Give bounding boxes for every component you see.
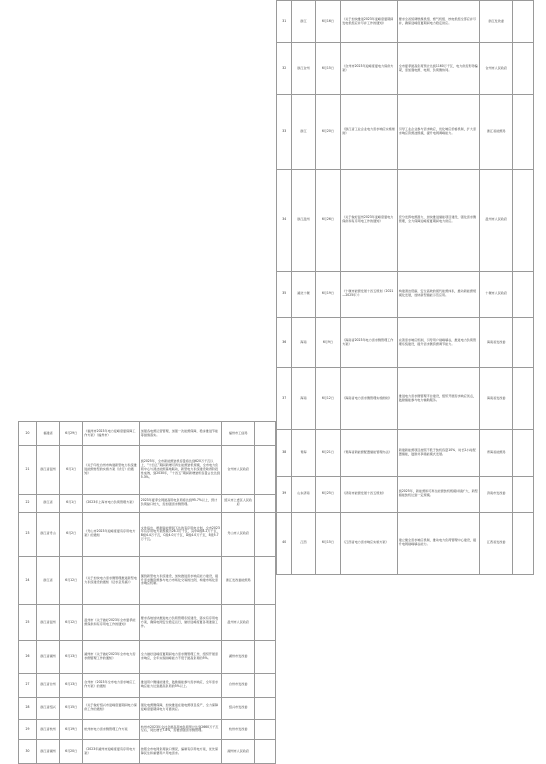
cell-date: 6月12日 — [315, 368, 341, 430]
cell-no: 25 — [19, 605, 37, 641]
cell-dept: 台州市发改委 — [222, 673, 255, 697]
cell-note — [255, 719, 276, 739]
cell-content: 要求全省统调燃煤机组、燃气机组、核电机组全部应并尽并，确保迎峰度夏期间电力稳定供应。 — [397, 1, 479, 43]
cell-title: 《济南市能源发展十四五规划》 — [341, 476, 398, 512]
cell-dept: 浙江发改委能源局 — [222, 556, 255, 604]
cell-dept: 绍兴市上虞区人民政府 — [222, 494, 255, 512]
cell-date: 6月13日 — [60, 673, 83, 697]
cell-dept: 台州市人民政府 — [480, 43, 513, 95]
table-row — [19, 512, 276, 556]
cell-region: 浙江台州 — [292, 43, 315, 95]
left-column-table-container — [18, 0, 276, 764]
cell-content: 推进用户侧储能建设，鼓励储能参与需求响应，全年需求响应能力达到最高负荷的5%以上。 — [139, 673, 221, 697]
cell-title: 《江西省电力需求响应实施方案》 — [341, 512, 398, 574]
cell-title: 《十堰市能源发展十四五规划（2021—2025年）》 — [341, 271, 398, 317]
cell-region: 浙江省湖州 — [36, 740, 59, 764]
cell-content: 到2025年，新能源和可再生能源装机规模持续扩大，新型储能装机达到一定规模。 — [397, 476, 479, 512]
cell-dept: 海南省发改委 — [480, 368, 513, 430]
cell-content: 全市夏季最高负荷预计达到1160万千瓦，电力供需形势偏紧，需加强电源、电网、负荷侧协同。 — [397, 43, 479, 95]
cell-content: 杭州市2023年全社会最高用电负荷预计达到2660万千瓦左右，同比增长7.8%，需要加强需求侧管理。 — [139, 719, 221, 739]
cell-region: 福建省 — [36, 422, 59, 446]
cell-date: 6月15日 — [60, 697, 83, 719]
cell-title: 《舟山市2023年迎峰度夏有序用电方案》的通知 — [83, 512, 140, 556]
cell-dept: 济南市发改委 — [480, 476, 513, 512]
cell-note — [513, 512, 534, 574]
table-row — [277, 476, 534, 512]
cell-title: 杭州市电力需求侧管理工作方案 — [83, 719, 140, 739]
cell-content: 强化电源侧保障，加快推进在建电源项目投产，全力保障迎峰度夏期间电力可靠供应。 — [139, 697, 221, 719]
cell-title: 温州市《关于做好2023年全市夏季能源保供和有序用电工作的通知》 — [83, 605, 140, 641]
cell-date: 6月12日 — [60, 556, 83, 604]
cell-no: 33 — [277, 95, 292, 169]
cell-title: 《福州市2023年电力迎峰度夏保障工作方案》（福州市） — [83, 422, 140, 446]
cell-date: 6月15日 — [315, 512, 341, 574]
cell-region: 浙江省舟山 — [36, 512, 59, 556]
blank-lead-row — [19, 0, 276, 422]
table-row — [19, 719, 276, 739]
cell-region: 海南 — [292, 317, 315, 367]
table-row — [19, 697, 276, 719]
cell-no: 38 — [277, 430, 292, 476]
cell-date: 6月16日 — [315, 1, 341, 43]
cell-content: 新建新能源项目按照不低于装机容量10%、时长2小时配置储能，鼓励共享储能模式发展。 — [397, 430, 479, 476]
right-column-table-container — [276, 0, 534, 575]
cell-title: 《关于印发台州市构建新型电力系统推进能源转型的实施方案（试行）的通知》 — [83, 446, 140, 494]
cell-content: 建立健全需求响应机制，推动电力负荷管理中心建设，提升电网削峰填谷能力。 — [397, 512, 479, 574]
cell-title: 台州市《2023年全市电力需求响应工作方案》的通知 — [83, 673, 140, 697]
cell-note — [513, 430, 534, 476]
cell-no: 35 — [277, 271, 292, 317]
cell-dept: 台州市人民政府 — [222, 446, 255, 494]
table-row — [277, 1, 534, 43]
cell-title: 湖州市《关于做好2023年全市电力需求侧管理工作的通知》 — [83, 641, 140, 673]
cell-region: 浙江省 — [36, 556, 59, 604]
cell-dept: 湖州市人民政府 — [222, 740, 255, 764]
cell-region: 青海 — [292, 430, 315, 476]
table-row — [19, 605, 276, 641]
table-row — [277, 317, 534, 367]
cell-region: 浙江省绍兴 — [36, 697, 59, 719]
cell-dept: 浙江省能源局 — [480, 95, 513, 169]
table-row — [19, 494, 276, 512]
cell-title: 《关于加快推进2023年迎峰度夏期间发电机组应并尽并工作的通知》 — [341, 1, 398, 43]
cell-note — [513, 169, 534, 271]
cell-no: 39 — [277, 476, 292, 512]
cell-dept: 舟山市人民政府 — [222, 512, 255, 556]
cell-content: 要求各地加快推进电力负荷管理系统建设，落实有序用电方案，确保电网安全稳定运行，做好迎峰度夏各项准备工作。 — [139, 605, 221, 641]
cell-no: 32 — [277, 43, 292, 95]
cell-date: 6月9日 — [315, 317, 341, 367]
cell-title: 《海南省2023年电力需求侧管理工作方案》 — [341, 317, 398, 367]
cell-note — [255, 697, 276, 719]
cell-region: 浙江 — [292, 1, 315, 43]
cell-dept: 青海省能源局 — [480, 430, 513, 476]
cell-note — [255, 556, 276, 604]
table-row — [277, 271, 534, 317]
cell-no: 40 — [277, 512, 292, 574]
cell-region: 江西 — [292, 512, 315, 574]
cell-title: 《2023年上海市电力负荷管理方案》 — [83, 494, 140, 512]
cell-no: 31 — [277, 1, 292, 43]
cell-region: 浙江省温州 — [36, 446, 59, 494]
cell-no: 20 — [19, 422, 37, 446]
cell-no: 37 — [277, 368, 292, 430]
cell-region: 浙江省 — [36, 494, 59, 512]
table-row — [19, 556, 276, 604]
cell-region: 浙江省湖州 — [36, 641, 59, 673]
cell-note — [255, 740, 276, 764]
cell-date: 6月15日 — [315, 43, 341, 95]
cell-no: 24 — [19, 556, 37, 604]
table-row — [277, 512, 534, 574]
cell-note — [513, 1, 534, 43]
cell-content: 围绕新型电力系统建设，加快推进需求响应能力建设，提升需求侧资源参与电力市场化交易的比例，构建市场化需求响应机制。 — [139, 556, 221, 604]
cell-content: 完善需求响应机制，引导用户削峰填谷，推进电力负荷管理系统建设，提升需求侧资源调节能力。 — [397, 317, 479, 367]
cell-note — [513, 317, 534, 367]
table-row — [277, 368, 534, 430]
cell-note — [513, 43, 534, 95]
cell-title: 《浙江省工业企业电力需求响应实施细则》 — [341, 95, 398, 169]
cell-content: 2023年夏季全网最高用电负荷将达到95.7%以上，预计负荷缺口较大，需加强需求侧管理。 — [139, 494, 221, 512]
cell-dept: 福州市工信局 — [222, 422, 255, 446]
cell-no: 26 — [19, 641, 37, 673]
cell-no: 27 — [19, 673, 37, 697]
cell-no: 23 — [19, 512, 37, 556]
cell-date: 6月19日 — [60, 719, 83, 739]
cell-date: 6月25日 — [315, 476, 341, 512]
cell-note — [255, 512, 276, 556]
cell-date: 6月26日 — [315, 169, 341, 271]
cell-title: 《关于做好绍兴市迎峰度夏期间电力保供工作的通知》 — [83, 697, 140, 719]
cell-no: 34 — [277, 169, 292, 271]
cell-no: 21 — [19, 446, 37, 494]
table-row — [277, 43, 534, 95]
blank-lead-cell — [19, 0, 276, 422]
cell-no: 22 — [19, 494, 37, 512]
cell-region: 浙江省台州 — [36, 673, 59, 697]
cell-content: 加强各电源运营管理，加强一次能源保障，稳步推进节能等措施落实。 — [139, 422, 221, 446]
table-row — [277, 95, 534, 169]
cell-no: 28 — [19, 697, 37, 719]
cell-region: 湖北十堰 — [292, 271, 315, 317]
cell-dept: 绍兴市发改委 — [222, 697, 255, 719]
cell-title: 《海南省电力需求侧管理实施细则》 — [341, 368, 398, 430]
cell-note — [513, 95, 534, 169]
cell-note — [255, 494, 276, 512]
cell-region: 山东济南 — [292, 476, 315, 512]
cell-title: 《2023年湖州市迎峰度夏有序用电方案》 — [83, 740, 140, 764]
cell-dept: 温州市人民政府 — [480, 169, 513, 271]
cell-content: 充分发挥电源潜力，加快推进储能项目建设，强化需求侧管理，全力保障迎峰度夏期间电力供应。 — [397, 169, 479, 271]
cell-title: 《青海省新能源配置储能管理办法》 — [341, 430, 398, 476]
cell-dept: 海南省发改委 — [480, 317, 513, 367]
table-row — [277, 430, 534, 476]
cell-dept: 温州市人民政府 — [222, 605, 255, 641]
table-row — [19, 641, 276, 673]
cell-no: 36 — [277, 317, 292, 367]
cell-note — [255, 641, 276, 673]
cell-content: 按照全市电网负荷缺口情况，编制有序用电方案，优先保障民生和重要用户用电需求。 — [139, 740, 221, 764]
cell-content: 构建清洁低碳、安全高效的现代能源体系，推动新能源规模化发展，加快新型储能示范应用。 — [397, 271, 479, 317]
cell-date: 6月13日 — [60, 641, 83, 673]
table-row — [19, 673, 276, 697]
cell-region: 海南 — [292, 368, 315, 430]
cell-date: 6月20日 — [315, 95, 341, 169]
cell-note — [255, 605, 276, 641]
cell-date: 6月2日 — [60, 512, 83, 556]
cell-title: 《关于做好温州2023年迎峰度夏电力保供和有序用电工作的通知》 — [341, 169, 398, 271]
cell-date: 6月1日 — [60, 446, 83, 494]
cell-title: 《台州市2023年迎峰度夏电力保供方案》 — [341, 43, 398, 95]
cell-note — [513, 476, 534, 512]
table-row — [19, 740, 276, 764]
cell-date: 6月29日 — [60, 422, 83, 446]
cell-note — [255, 673, 276, 697]
cell-note — [513, 368, 534, 430]
cell-content: 文件指出，根据省能源局下达的有序用电计划，全市2023年有序用电方案规模为26.3万千瓦，其中A级8.2万千瓦，B级4.4万千瓦，C级4.0万千瓦，D级4.0万千瓦，E级5.7万千瓦。 — [139, 512, 221, 556]
cell-note — [255, 422, 276, 446]
cell-content: 推进电力需求侧管理平台建设，组织开展需求响应试点，鼓励储能参与电力辅助服务。 — [397, 368, 479, 430]
right-policy-table — [276, 0, 534, 575]
cell-region: 浙江省温州 — [36, 605, 59, 641]
cell-content: 到2025年，全市新能源装机容量将达到620万千瓦以上，“十四五”期间新增可再生能源装机规模，全市电力负荷中心与清洁能源基地联动，新型电力系统建设取得阶段性成效，到2030年，“十四五”期间新增装机容量占比达到5.3%。 — [139, 446, 221, 494]
cell-content: 引导工业企业参与需求响应，优化响应价格机制，扩大需求响应资源池规模，提升电网调峰能力。 — [397, 95, 479, 169]
cell-date: 6月1日 — [60, 494, 83, 512]
cell-dept: 江西省发改委 — [480, 512, 513, 574]
cell-region: 浙江省杭州 — [36, 719, 59, 739]
cell-dept: 浙江发改委 — [480, 1, 513, 43]
cell-dept: 杭州市发改委 — [222, 719, 255, 739]
cell-date: 6月12日 — [60, 605, 83, 641]
table-row — [277, 169, 534, 271]
cell-region: 浙江 — [292, 95, 315, 169]
cell-title: 《关于加快电力需求侧管理推进新型电力系统建设的通知（征求意见稿）》 — [83, 556, 140, 604]
cell-date: 6月19日 — [315, 271, 341, 317]
cell-dept: 十堰市人民政府 — [480, 271, 513, 317]
cell-note — [513, 271, 534, 317]
cell-note — [255, 446, 276, 494]
table-row — [19, 422, 276, 446]
left-policy-table — [18, 0, 276, 764]
cell-content: 全力做好迎峰度夏期间电力需求侧管理工作，组织开展需求响应，全年实现削峰能力不低于最高负荷的5%。 — [139, 641, 221, 673]
cell-dept: 湖州市发改委 — [222, 641, 255, 673]
cell-no: 29 — [19, 719, 37, 739]
cell-date: 6月21日 — [315, 430, 341, 476]
cell-region: 浙江温州 — [292, 169, 315, 271]
table-row — [19, 446, 276, 494]
cell-date: 6月20日 — [60, 740, 83, 764]
cell-no: 30 — [19, 740, 37, 764]
